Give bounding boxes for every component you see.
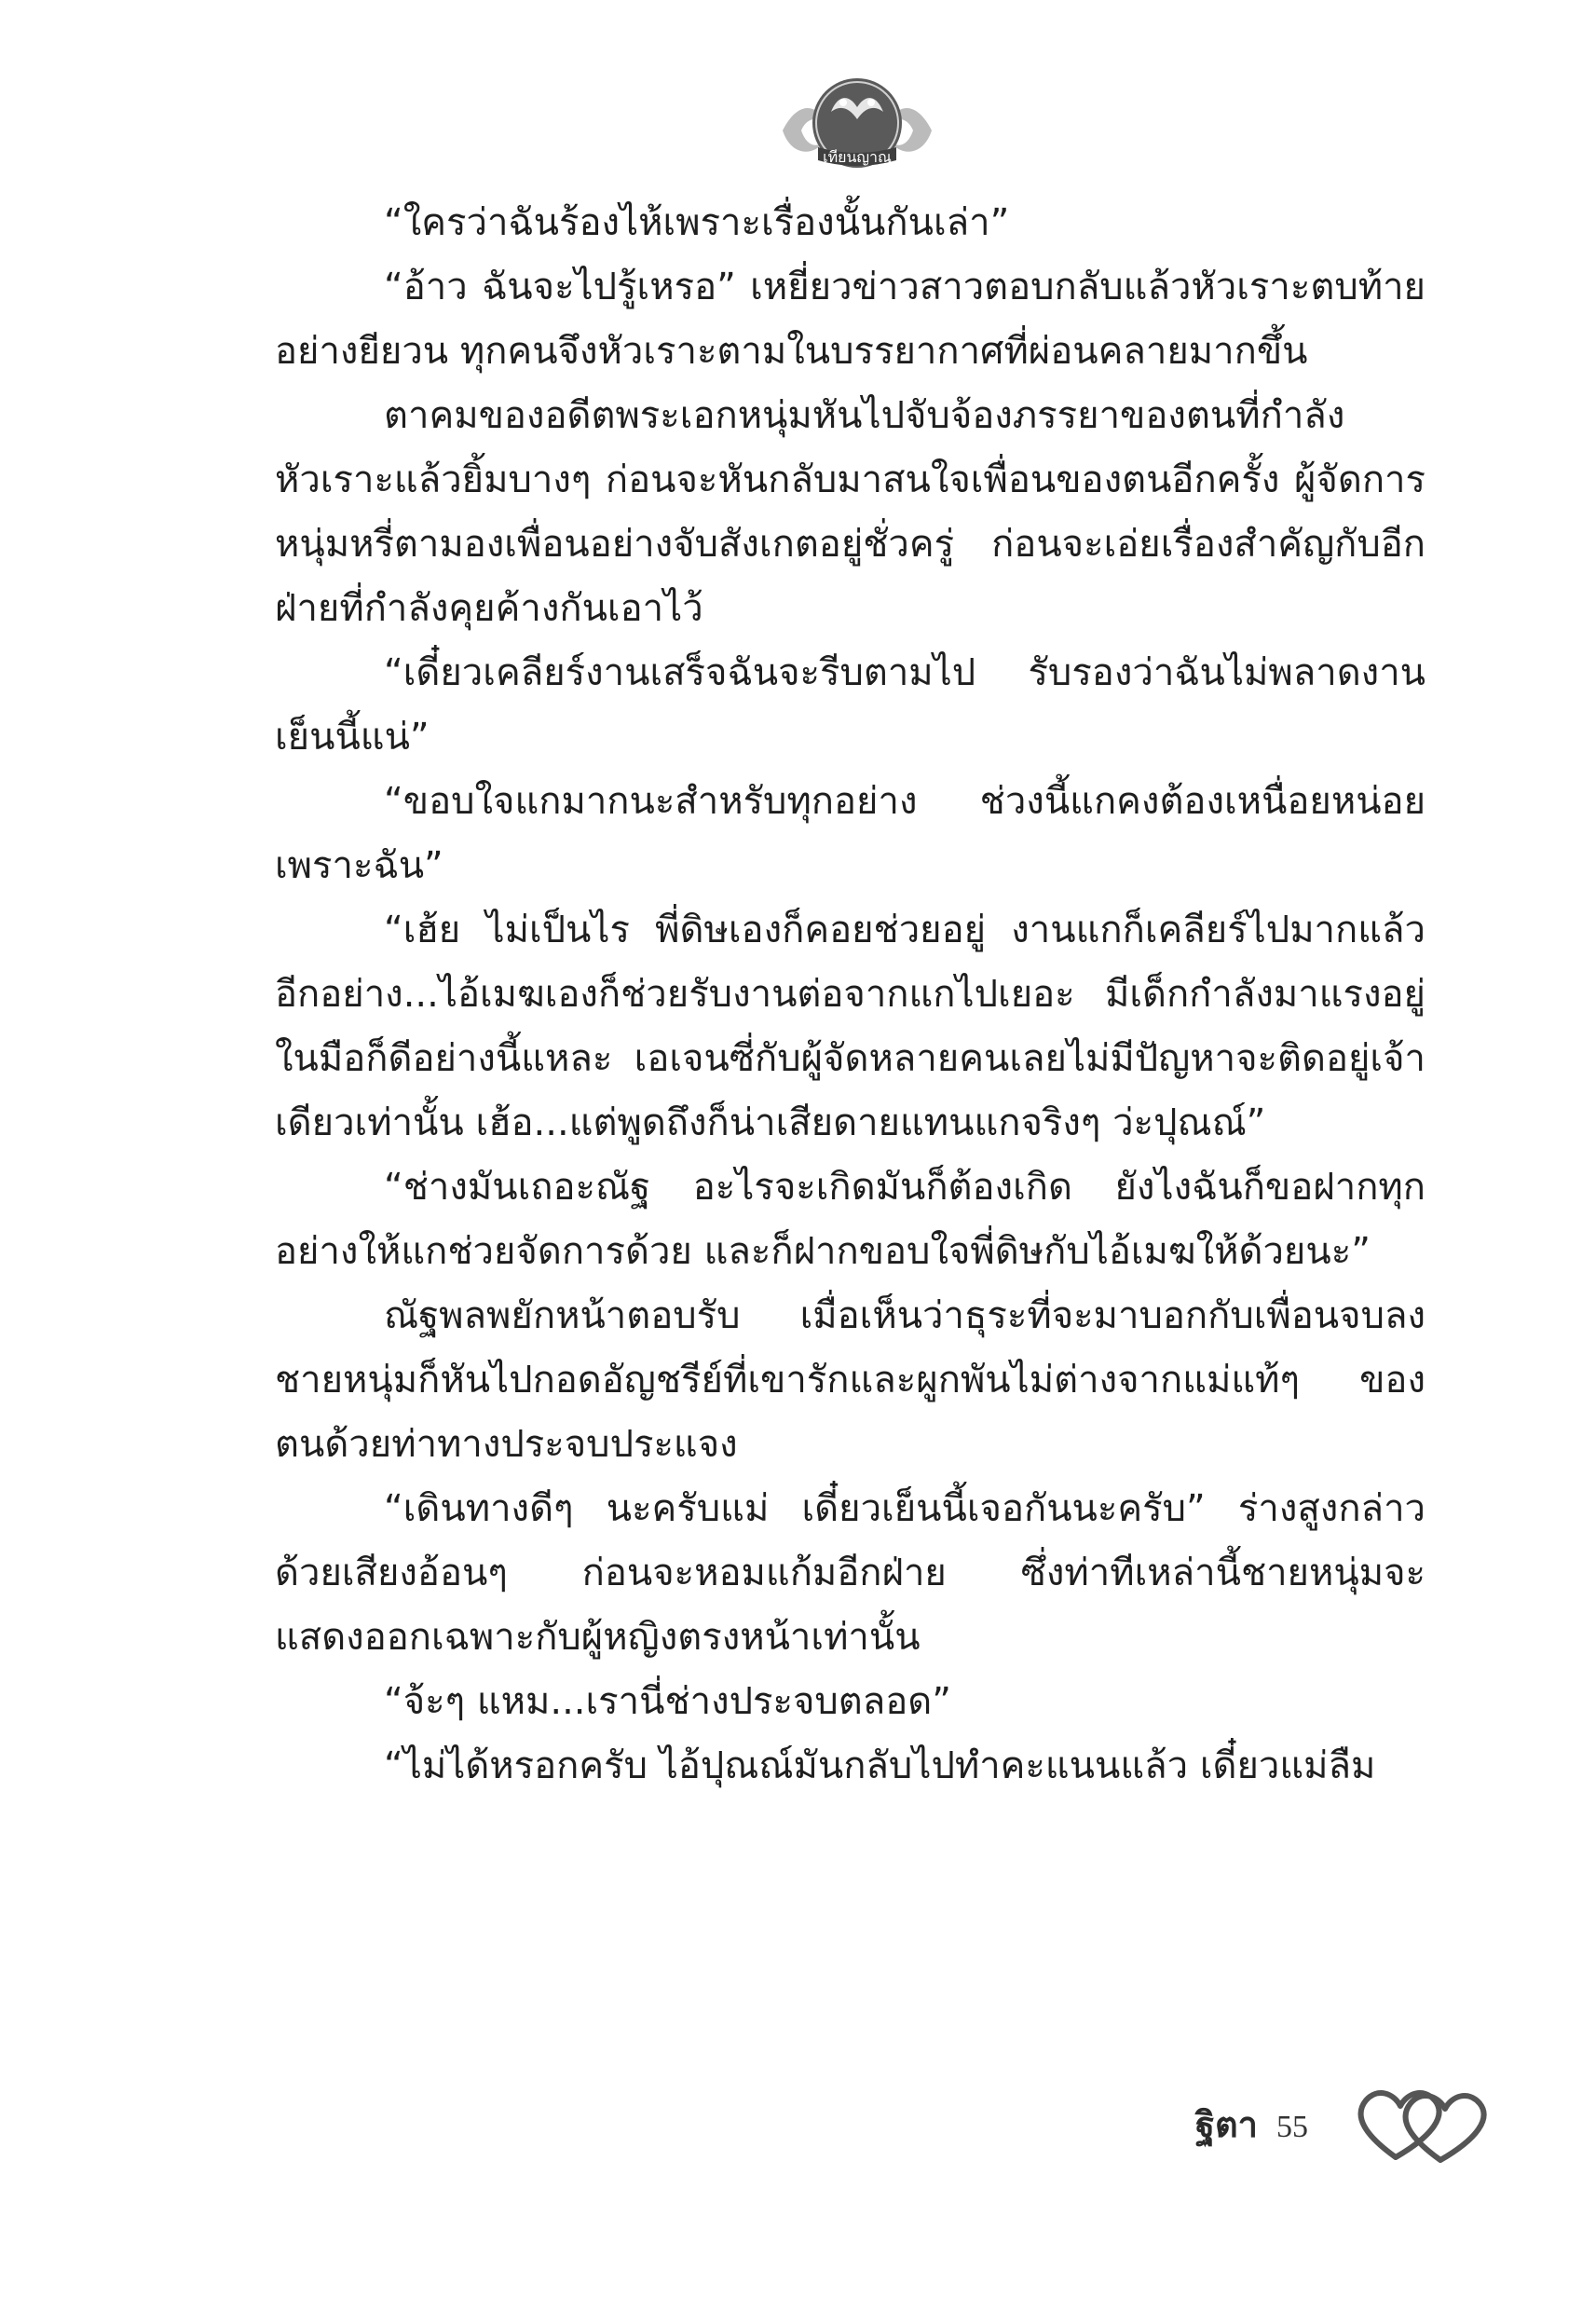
paragraph: “เฮ้ย ไม่เป็นไร พี่ดิษเองก็คอยช่วยอยู่ งานแกก็เคลียร์ไปมากแล้ว อีกอย่าง...ไอ้เมฆเองก็ช่วยรับงานต่อจากแกไปเยอะ มีเด็กกำลังมาแรงอยู่ในมือก็ดีอย่างนี้แหละ เอเจนซี่กับผู้จัดหลายคนเลยไม่มีปัญหาจะติดอยู่เจ้าเดียวเท่านั้น เฮ้อ...แต่พูดถึงก็น่าเสียดายแทนแกจริงๆ ว่ะปุณณ์”	[275, 909, 1425, 1144]
paragraph: “ขอบใจแกมากนะสำหรับทุกอย่าง ช่วงนี้แกคงต้องเหนื่อยหน่อยเพราะฉัน”	[275, 780, 1425, 887]
paragraph: ตาคมของอดีตพระเอกหนุ่มหันไปจับจ้องภรรยาของตนที่กำลังหัวเราะแล้วยิ้มบางๆ ก่อนจะหันกลับมาสนใจเพื่อนของตนอีกครั้ง ผู้จัดการหนุ่มหรี่ตามองเพื่อนอย่างจับสังเกตอยู่ชั่วครู่ ก่อนจะเอ่ยเรื่องสำคัญกับอีกฝ่ายที่กำลังคุยค้างกันเอาไว้	[275, 394, 1425, 630]
page-number: 55	[1276, 2110, 1308, 2144]
double-heart-icon	[1349, 2078, 1489, 2171]
body-text	[275, 191, 1425, 1798]
ornamental-badge-icon	[773, 65, 941, 186]
paragraph: “ไม่ได้หรอกครับ ไอ้ปุณณ์มันกลับไปทำคะแนนแล้ว เดี๋ยวแม่ลืม	[384, 1744, 1376, 1787]
ornament-label: เทียนญาณ	[823, 148, 892, 166]
paragraph: “อ้าว ฉันจะไปรู้เหรอ” เหยี่ยวข่าวสาวตอบกลับแล้วหัวเราะตบท้ายอย่างยียวน ทุกคนจึงหัวเราะตามในบรรยากาศที่ผ่อนคลายมากขึ้น	[275, 266, 1425, 373]
paragraph: “เดี๋ยวเคลียร์งานเสร็จฉันจะรีบตามไป รับรองว่าฉันไม่พลาดงานเย็นนี้แน่”	[275, 651, 1425, 759]
paragraph: “ใครว่าฉันร้องไห้เพราะเรื่องนั้นกันเล่า”	[384, 201, 1010, 244]
footer-author-title: ฐิตา	[1195, 2103, 1258, 2145]
paragraph: ณัฐพลพยักหน้าตอบรับ เมื่อเห็นว่าธุระที่จะมาบอกกับเพื่อนจบลงชายหนุ่มก็หันไปกอดอัญชรีย์ที่เขารักและผูกพันไม่ต่างจากแม่แท้ๆ ของตนด้วยท่าทางประจบประแจง	[275, 1294, 1425, 1466]
paragraph: “เดินทางดีๆ นะครับแม่ เดี๋ยวเย็นนี้เจอกันนะครับ” ร่างสูงกล่าวด้วยเสียงอ้อนๆ ก่อนจะหอมแก้มอีกฝ่าย ซึ่งท่าทีเหล่านี้ชายหนุ่มจะแสดงออกเฉพาะกับผู้หญิงตรงหน้าเท่านั้น	[275, 1487, 1425, 1659]
paragraph: “ช่างมันเถอะณัฐ อะไรจะเกิดมันก็ต้องเกิด ยังไงฉันก็ขอฝากทุกอย่างให้แกช่วยจัดการด้วย และก็ฝากขอบใจพี่ดิษกับไอ้เมฆให้ด้วยนะ”	[275, 1166, 1425, 1273]
paragraph: “จ้ะๆ แหม...เรานี่ช่างประจบตลอด”	[384, 1680, 952, 1723]
